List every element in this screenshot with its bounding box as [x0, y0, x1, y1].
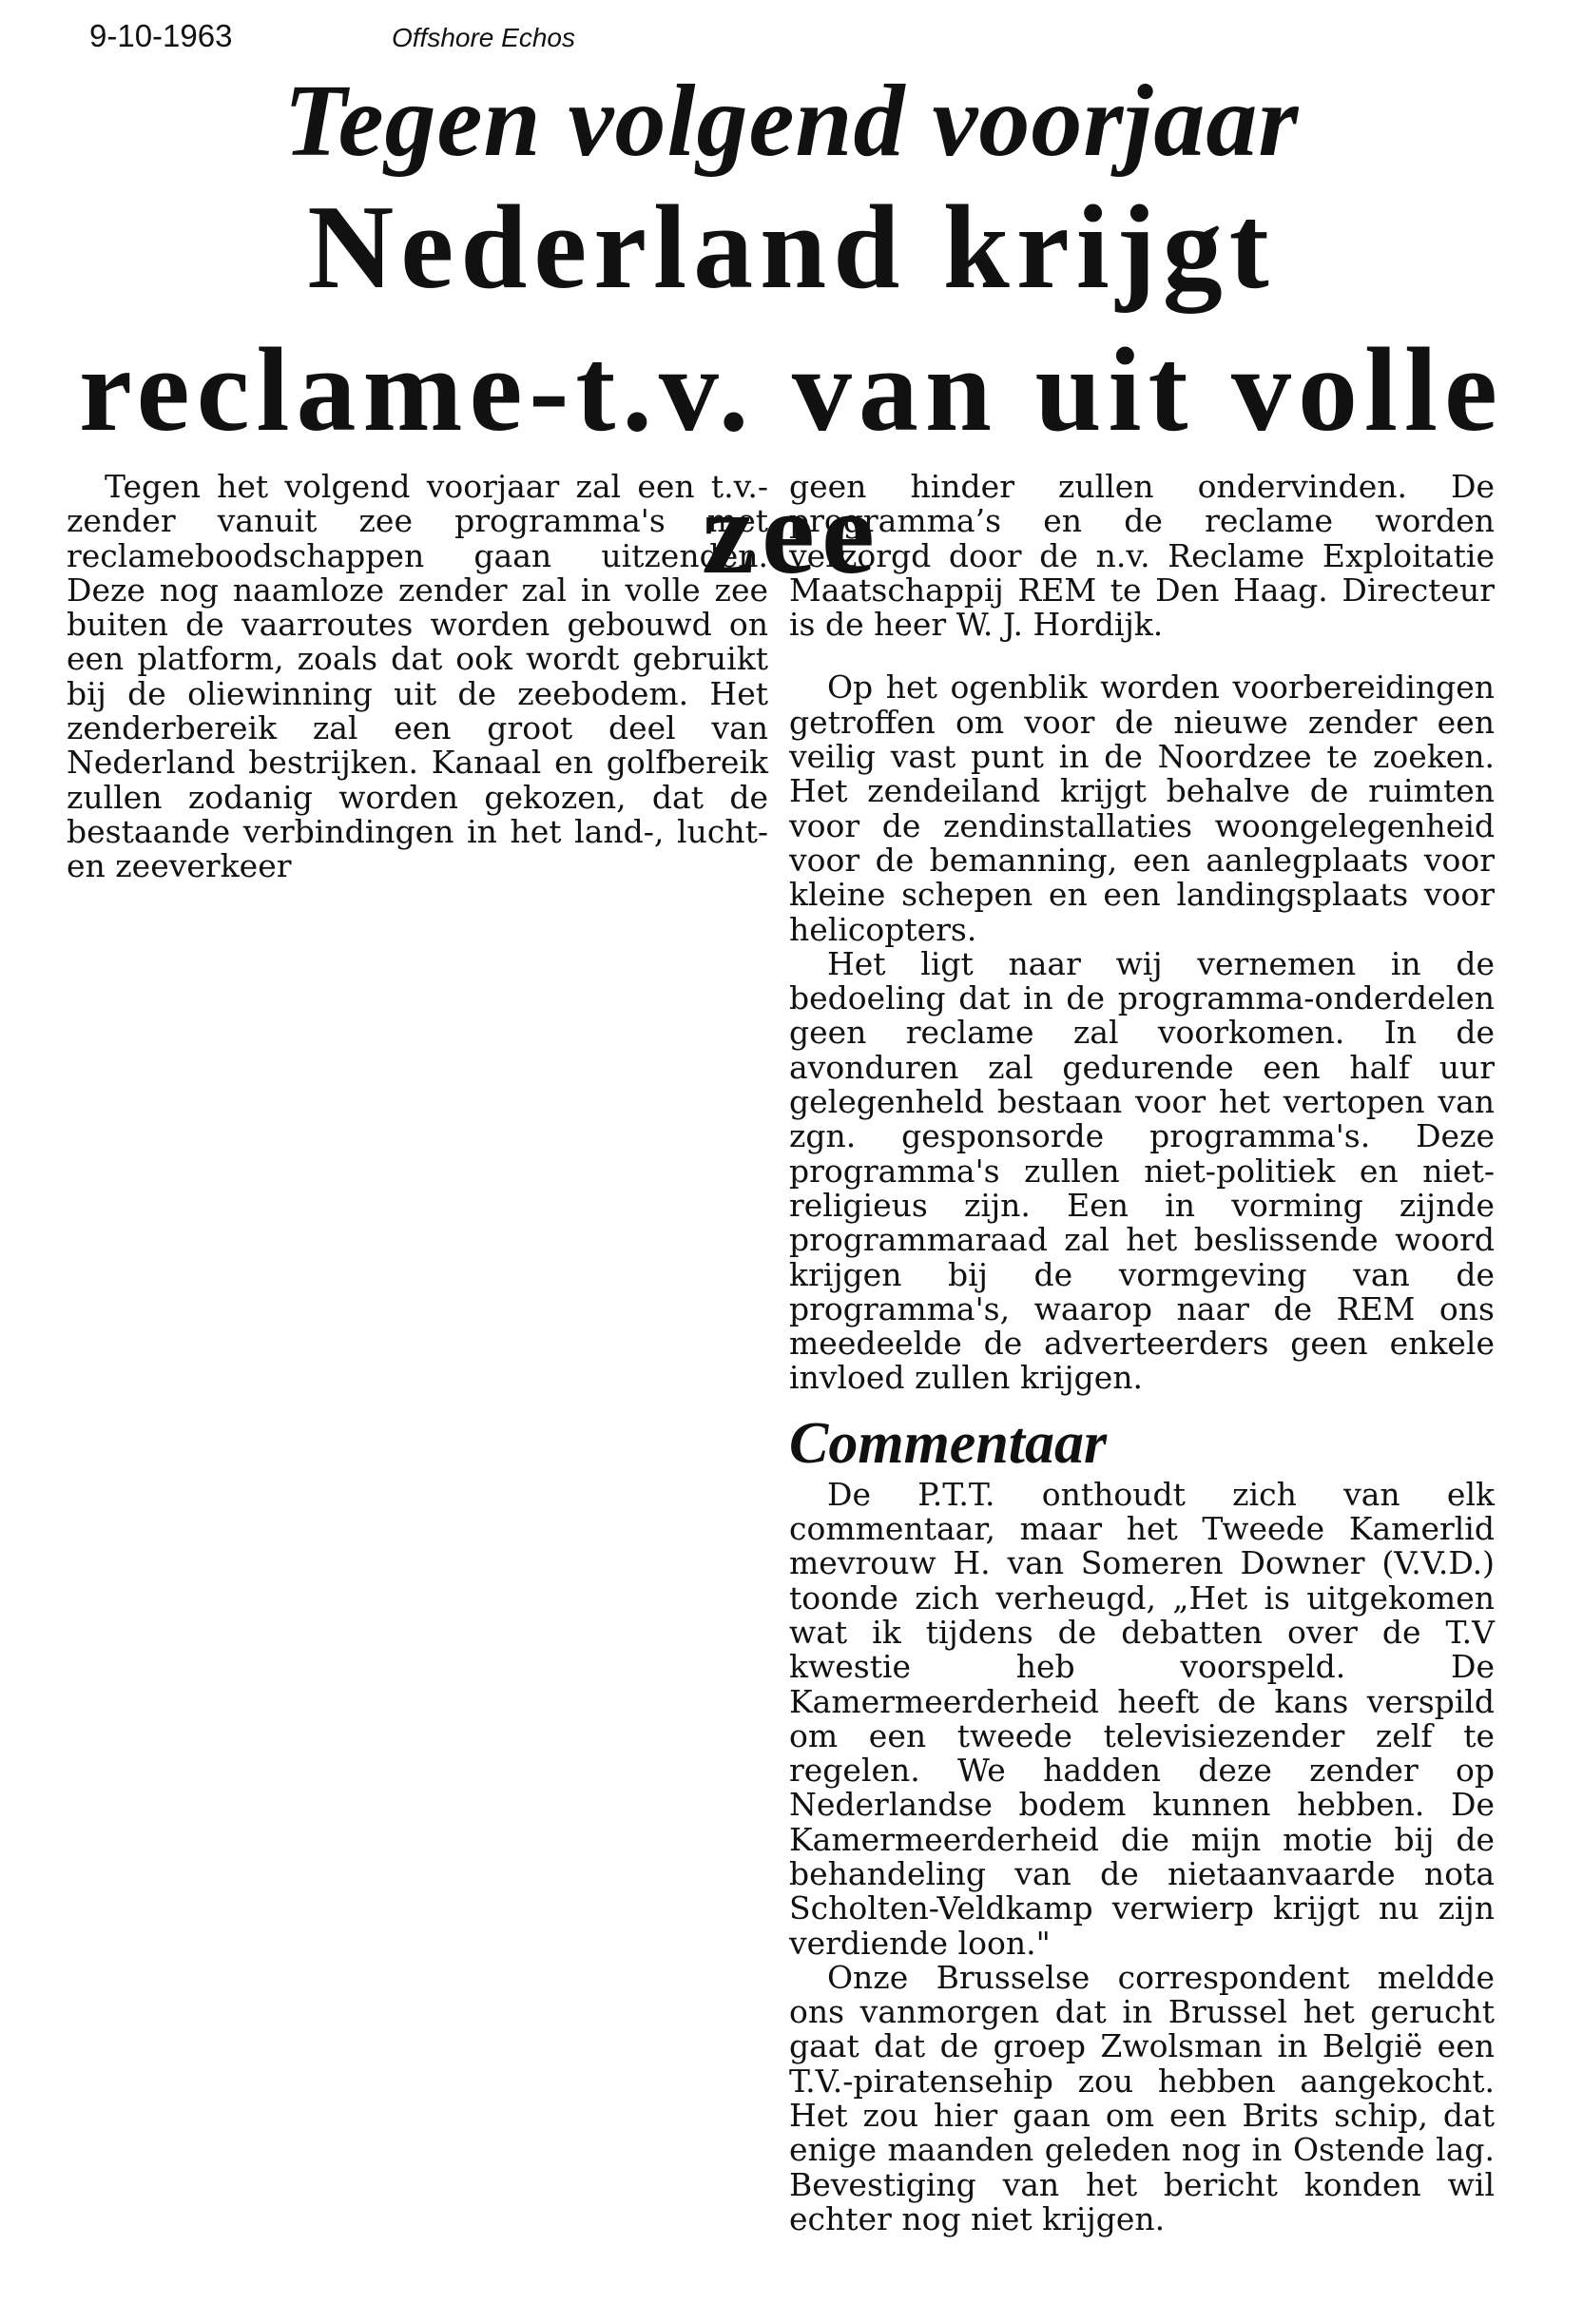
paragraph: Onze Brusselse correspondent meldde ons vanmorgen dat in Brussel het gerucht gaat dat de groep Zwolsman in België een T.V.-piratensehip zou hebben aangekocht. Het zou hier gaan om een Brits schip, dat enige maanden geleden nog in Ostende lag. Bevestiging van het bericht konden wil echter nog niet krijgen.: [789, 1958, 1495, 2237]
paragraph: Tegen het volgend voorjaar zal een t.v.-zender vanuit zee programma's met reclameboodschappen gaan uitzenden. Deze nog naamloze zender zal in volle zee buiten de vaarroutes worden gebouwd on een platform, zoals dat ook wordt gebruikt bij de oliewinning uit de zeebodem. Het zenderbereik zal een groot deel van Nederland bestrijken. Kanaal en golfbereik zullen zodanig worden gekozen, dat de bestaande verbindingen in het land-, lucht- en zeeverkeer: [67, 468, 768, 885]
section-subheading: Commentaar: [789, 1410, 1108, 1476]
clipping-header: [89, 17, 755, 55]
article-kicker: Tegen volgend voorjaar: [283, 65, 1300, 178]
article-headline: Nederland krijgt reclame-t.v. van uit volle zee: [79, 182, 1504, 599]
paragraph: geen hinder zullen ondervinden. De programma’s en de reclame worden verzorgd door de n.v. Reclame Exploitatie Maatschappij REM te Den Haag. Directeur is de heer W. J. Hordijk.: [789, 468, 1495, 644]
article-column-right: [789, 470, 1495, 2237]
paragraph: Op het ogenblik worden voorbereidingen getroffen om voor de nieuwe zender een veilig vast punt in de Noordzee te zoeken. Het zendeiland krijgt behalve de ruimten voor de zendinstallaties woongelegenheid voor de bemanning, een aanlegplaats voor kleine schepen en een landingsplaats voor helicopters.: [789, 668, 1495, 948]
clipping-source: Offshore Echos: [392, 23, 575, 52]
paragraph: De P.T.T. onthoudt zich van elk commentaar, maar het Tweede Kamerlid mevrouw H. van Someren Downer (V.V.D.) toonde zich verheugd, „Het is uitgekomen wat ik tijdens de debatten over de T.V kwestie heb voorspeld. De Kamermeerderheid heeft de kans verspild om een tweede televisiezender zelf te regelen. We hadden deze zender op Nederlandse bodem kunnen hebben. De Kamermeerderheid die mijn motie bij de behandeling van de nietaanvaarde nota Scholten-Veldkamp verwierp krijgt nu zijn verdiende loon.": [789, 1475, 1495, 1962]
clipping-date: 9-10-1963: [89, 18, 233, 53]
paragraph: Het ligt naar wij vernemen in de bedoeling dat in de programma-onderdelen geen reclame zal voorkomen. In de avonduren zal gedurende een half uur gelegenheld bestaan voor het vertopen van zgn. gesponsorde programma's. Deze programma's zullen niet-politiek en niet-religieus zijn. Een in vorming zijnde programmaraad zal het beslissende woord krijgen bij de vormgeving van de programma's, waarop naar de REM ons meedeelde de adverteerders geen enkele invloed zullen krijgen.: [789, 944, 1495, 1397]
article-column-left: [67, 470, 768, 884]
